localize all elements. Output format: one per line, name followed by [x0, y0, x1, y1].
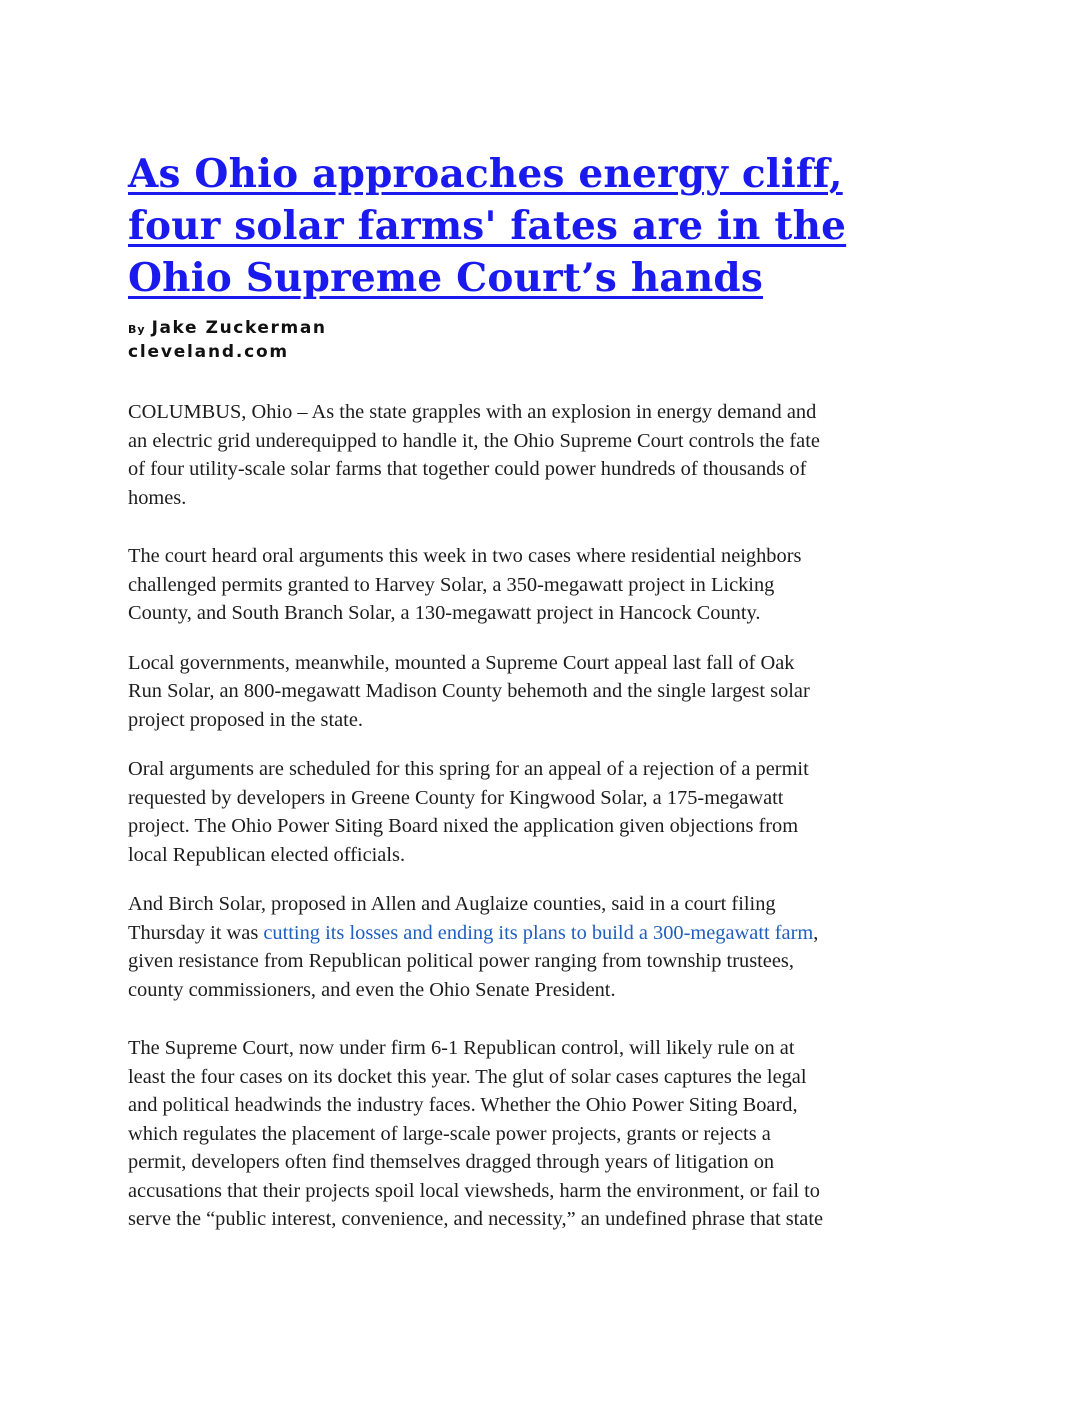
text-line: The Supreme Court, now under firm 6-1 Republican control, will likely rule on at — [128, 1037, 795, 1059]
byline-author: Jake Zuckerman — [151, 318, 327, 338]
text-line: Local governments, meanwhile, mounted a Supreme Court appeal last fall of Oak — [128, 651, 795, 674]
text-segment: Thursday it was — [128, 921, 264, 944]
byline-row — [128, 318, 327, 342]
paragraph-4 — [128, 755, 968, 869]
text-line: given resistance from Republican political power ranging from township trustees, — [128, 950, 794, 972]
text-line: homes. — [128, 486, 187, 509]
headline-line[interactable]: Ohio Supreme Court’s hands — [128, 255, 764, 301]
text-segment: , — [813, 921, 819, 944]
text-line: County, and South Branch Solar, a 130-megawatt project in Hancock County. — [128, 602, 761, 624]
paragraph-spacer — [128, 512, 968, 542]
headline-line[interactable]: four solar farms' fates are in the — [128, 203, 847, 249]
birch-solar-link[interactable]: cutting its losses and ending its plans to build a 300-megawatt farm — [263, 921, 814, 944]
paragraph-spacer — [128, 1004, 968, 1034]
text-line: project. The Ohio Power Siting Board nixed the application given objections from — [128, 815, 799, 837]
byline-source: cleveland.com — [128, 342, 289, 362]
byline-by: By — [128, 323, 146, 336]
text-line: project proposed in the state. — [128, 708, 363, 731]
text-line: accusations that their projects spoil local viewsheds, harm the environment, or fail to — [128, 1179, 820, 1202]
text-line: Oral arguments are scheduled for this spring for an appeal of a rejection of a permit — [128, 758, 809, 780]
text-line: COLUMBUS, Ohio – As the state grapples with an explosion in energy demand and — [128, 401, 817, 423]
text-line: and political headwinds the industry faces. Whether the Ohio Power Siting Board, — [128, 1094, 798, 1116]
text-line: which regulates the placement of large-scale power projects, grants or rejects a — [128, 1122, 771, 1145]
text-line: permit, developers often find themselves dragged through years of litigation on — [128, 1151, 775, 1173]
text-line: And Birch Solar, proposed in Allen and Auglaize counties, said in a court filing — [128, 893, 776, 915]
paragraph-6 — [128, 1034, 968, 1234]
text-line-with-link — [128, 919, 968, 948]
paragraph-spacer — [128, 734, 968, 755]
text-line: local Republican elected officials. — [128, 843, 406, 866]
text-line: county commissioners, and even the Ohio Senate President. — [128, 978, 616, 1001]
text-line: Run Solar, an 800-megawatt Madison County behemoth and the single largest solar — [128, 680, 810, 702]
paragraph-spacer — [128, 628, 968, 649]
article-headline-link[interactable] — [128, 148, 948, 304]
paragraph-3 — [128, 649, 968, 735]
paragraph-5 — [128, 890, 968, 1004]
text-line: an electric grid underequipped to handle it, the Ohio Supreme Court controls the fate — [128, 429, 820, 452]
byline — [128, 318, 327, 366]
text-line: least the four cases on its docket this year. The glut of solar cases captures the legal — [128, 1065, 807, 1088]
headline-line[interactable]: As Ohio approaches energy cliff, — [128, 151, 843, 197]
text-line: serve the “public interest, convenience, and necessity,” an undefined phrase that state — [128, 1208, 824, 1230]
article-body — [128, 398, 968, 1234]
paragraph-1 — [128, 398, 968, 512]
text-line: of four utility-scale solar farms that together could power hundreds of thousands of — [128, 458, 807, 480]
text-line: challenged permits granted to Harvey Solar, a 350-megawatt project in Licking — [128, 573, 775, 596]
paragraph-2 — [128, 542, 968, 628]
text-line: requested by developers in Greene County for Kingwood Solar, a 175-megawatt — [128, 786, 784, 809]
paragraph-spacer — [128, 869, 968, 890]
text-line: The court heard oral arguments this week in two cases where residential neighbors — [128, 545, 802, 567]
